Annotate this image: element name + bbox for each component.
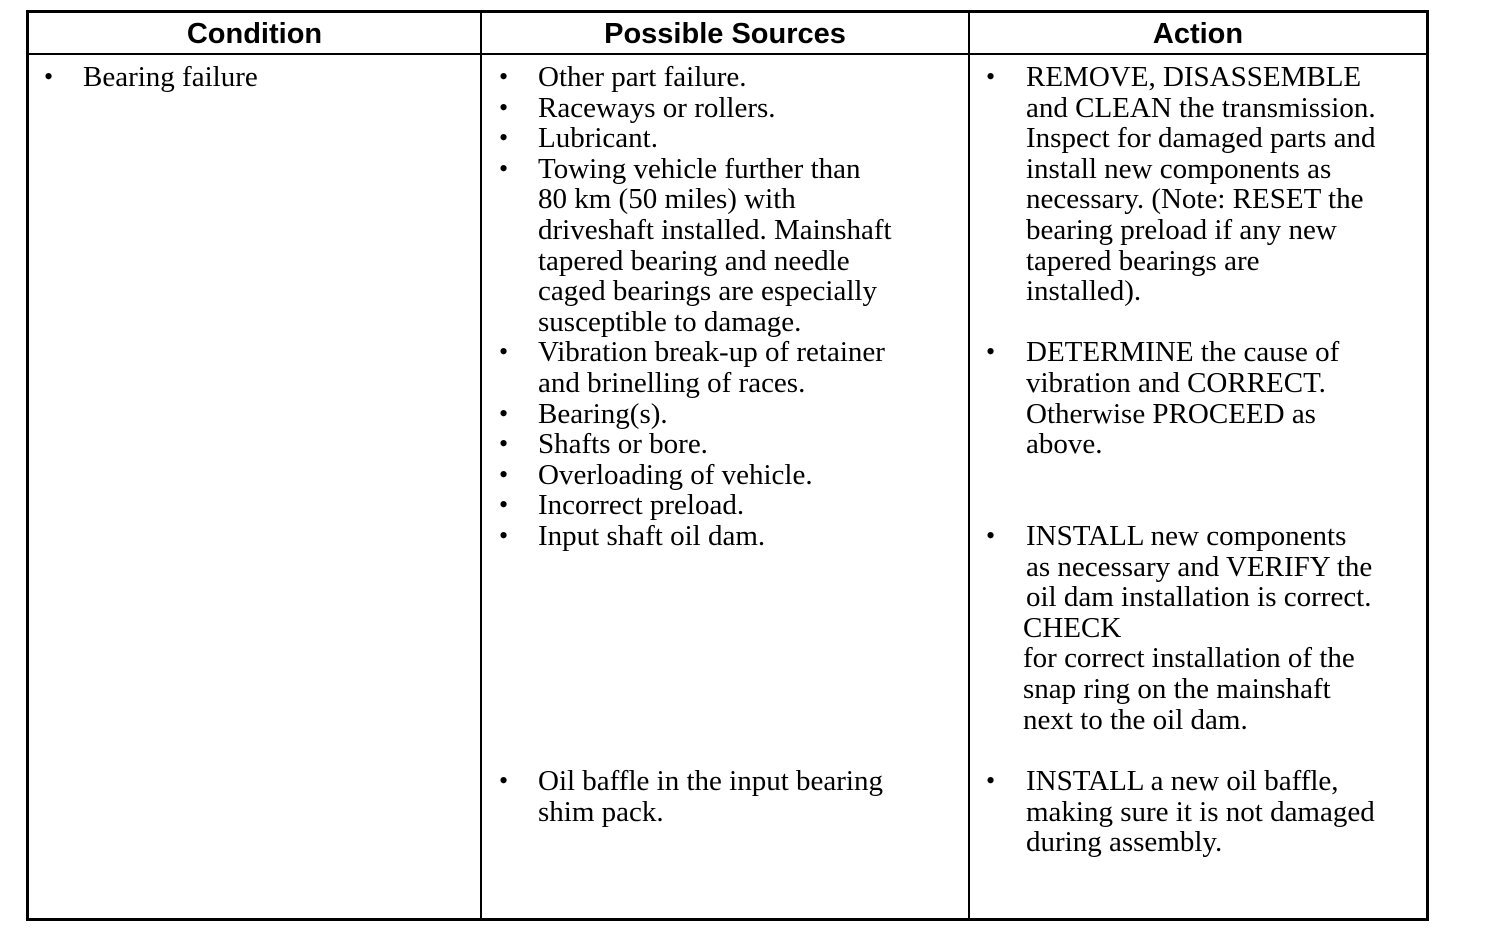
action-item-line: vibration and CORRECT.: [1026, 366, 1326, 399]
action-item-line: INSTALL a new oil baffle,: [1026, 765, 1339, 797]
header-possible-sources: Possible Sources: [604, 18, 846, 50]
source-bullet: •: [499, 92, 509, 122]
action-bullet: •: [986, 337, 996, 367]
source-item-line: driveshaft installed. Mainshaft: [538, 213, 892, 246]
action-item-line: DETERMINE the cause of: [1026, 336, 1340, 369]
source-bullet: •: [499, 429, 509, 459]
source-item-line: Shafts or bore.: [538, 428, 708, 461]
source-item-line: Raceways or rollers.: [538, 91, 776, 124]
source-bullet: •: [499, 766, 509, 795]
action-item-line: tapered bearings are: [1026, 244, 1260, 277]
condition-bullet: •: [44, 62, 54, 91]
source-bullet: •: [499, 490, 509, 520]
source-item: [538, 429, 708, 460]
source-item: [538, 521, 765, 552]
source-bullet: •: [499, 153, 509, 183]
source-item-line: Bearing(s).: [538, 397, 668, 430]
source-item-line: Incorrect preload.: [538, 489, 745, 522]
source-bullet: •: [499, 62, 509, 91]
action-item-line: REMOVE, DISASSEMBLE: [1026, 61, 1362, 93]
source-item: [538, 460, 813, 491]
source-bullet: •: [499, 521, 509, 550]
action-item-line: INSTALL new components: [1026, 520, 1347, 552]
action-item-line: snap ring on the mainshaft: [1023, 672, 1331, 705]
source-item-line: and brinelling of races.: [538, 366, 806, 399]
action-item: [1026, 62, 1376, 307]
source-item-line: Oil baffle in the input bearing: [538, 765, 883, 797]
source-item-line: Other part failure.: [538, 61, 747, 93]
action-bullet: •: [986, 766, 996, 795]
source-bullet: •: [499, 398, 509, 428]
source-item: [538, 337, 885, 398]
action-item-line: for correct installation of the: [1023, 642, 1355, 675]
action-item-line: Inspect for damaged parts and: [1026, 122, 1376, 155]
source-item: [538, 399, 668, 430]
source-item: [538, 62, 747, 93]
troubleshooting-table: [26, 10, 1429, 921]
source-item: [538, 93, 776, 124]
action-item-line: installed).: [1026, 275, 1142, 308]
action-item: [1026, 337, 1339, 459]
header-condition: Condition: [186, 18, 323, 50]
source-item-line: Towing vehicle further than: [538, 152, 861, 185]
condition-text: Bearing failure: [83, 61, 258, 93]
header-divider: [29, 53, 1426, 55]
action-item-line: above.: [1026, 428, 1103, 461]
source-item: [538, 123, 658, 154]
action-item-line: CHECK: [1023, 611, 1122, 644]
action-bullet: •: [986, 62, 996, 91]
source-item-line: Input shaft oil dam.: [538, 520, 766, 552]
action-item-line: oil dam installation is correct.: [1026, 581, 1372, 614]
source-bullet: •: [499, 459, 509, 489]
source-item-line: Overloading of vehicle.: [538, 458, 813, 491]
source-bullet: •: [499, 123, 509, 153]
action-item-line: making sure it is not damaged: [1026, 795, 1375, 828]
source-item-line: shim pack.: [538, 795, 664, 828]
source-item-line: Vibration break-up of retainer: [538, 336, 885, 369]
action-item-line: bearing preload if any new: [1026, 213, 1337, 246]
action-item: [1023, 520, 1373, 736]
action-item-line: as necessary and VERIFY the: [1026, 550, 1373, 583]
action-item-line: during assembly.: [1026, 826, 1223, 859]
header-action: Action: [1152, 18, 1244, 50]
action-item: [1026, 766, 1375, 858]
source-bullet: •: [499, 337, 509, 367]
action-item-line: Otherwise PROCEED as: [1026, 397, 1316, 430]
action-item-line: install new components as: [1026, 152, 1332, 185]
column-divider: [480, 13, 482, 918]
action-item-line: and CLEAN the transmission.: [1026, 91, 1376, 124]
source-item-line: 80 km (50 miles) with: [538, 183, 796, 216]
action-item-line: necessary. (Note: RESET the: [1026, 183, 1364, 216]
source-item-line: caged bearings are especially: [538, 275, 877, 308]
source-item: [538, 154, 892, 338]
action-item-line: next to the oil dam.: [1023, 703, 1248, 736]
source-item: [538, 766, 883, 827]
source-item-line: susceptible to damage.: [538, 305, 802, 338]
source-item: [538, 490, 744, 521]
source-item-line: tapered bearing and needle: [538, 244, 850, 277]
action-bullet: •: [986, 521, 996, 550]
column-divider: [968, 13, 970, 918]
source-item-line: Lubricant.: [538, 122, 658, 155]
